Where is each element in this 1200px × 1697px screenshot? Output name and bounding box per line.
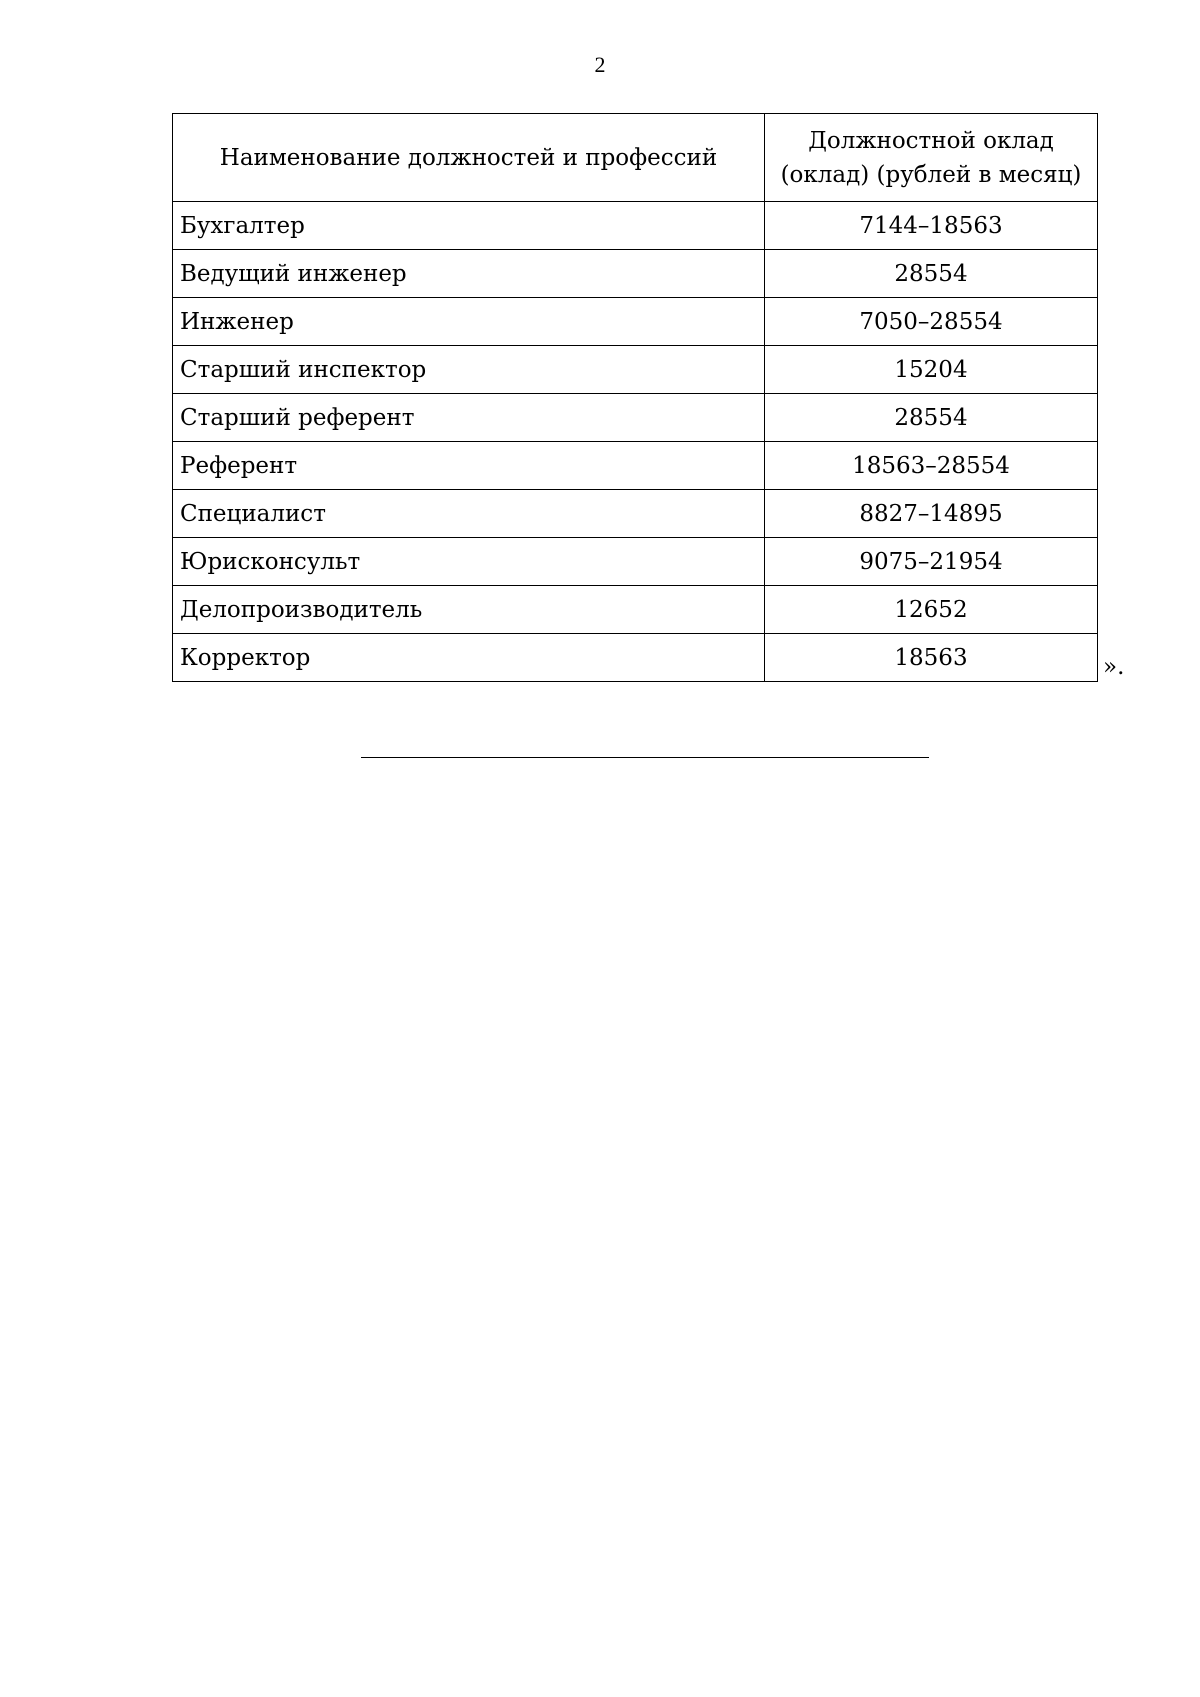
table-header-row bbox=[173, 114, 1098, 202]
salary-cell: 28554 bbox=[765, 394, 1098, 442]
salary-cell: 7144–18563 bbox=[765, 202, 1098, 250]
position-name-cell: Специалист bbox=[173, 490, 765, 538]
header-salary: Должностной оклад (оклад) (рублей в месяц) bbox=[765, 114, 1098, 202]
table-row bbox=[173, 298, 1098, 346]
salary-cell: 8827–14895 bbox=[765, 490, 1098, 538]
closing-quote: ». bbox=[1103, 654, 1125, 680]
table-row bbox=[173, 586, 1098, 634]
salary-cell: 15204 bbox=[765, 346, 1098, 394]
salary-table bbox=[172, 113, 1098, 682]
table-row bbox=[173, 202, 1098, 250]
position-name-cell: Юрисконсульт bbox=[173, 538, 765, 586]
salary-cell: 9075–21954 bbox=[765, 538, 1098, 586]
position-name-cell: Старший инспектор bbox=[173, 346, 765, 394]
page-number: 2 bbox=[594, 52, 606, 77]
salary-cell: 18563 bbox=[765, 634, 1098, 682]
table-row bbox=[173, 634, 1098, 682]
salary-cell: 28554 bbox=[765, 250, 1098, 298]
table-row bbox=[173, 394, 1098, 442]
position-name-cell: Инженер bbox=[173, 298, 765, 346]
salary-cell: 7050–28554 bbox=[765, 298, 1098, 346]
position-name-cell: Корректор bbox=[173, 634, 765, 682]
table-row bbox=[173, 442, 1098, 490]
table-row bbox=[173, 346, 1098, 394]
position-name-cell: Делопроизводитель bbox=[173, 586, 765, 634]
salary-cell: 12652 bbox=[765, 586, 1098, 634]
header-position-name: Наименование должностей и профессий bbox=[173, 114, 765, 202]
table-row bbox=[173, 490, 1098, 538]
position-name-cell: Бухгалтер bbox=[173, 202, 765, 250]
position-name-cell: Референт bbox=[173, 442, 765, 490]
table-row bbox=[173, 538, 1098, 586]
end-of-document-rule bbox=[361, 757, 929, 758]
position-name-cell: Старший референт bbox=[173, 394, 765, 442]
position-name-cell: Ведущий инженер bbox=[173, 250, 765, 298]
salary-cell: 18563–28554 bbox=[765, 442, 1098, 490]
table-row bbox=[173, 250, 1098, 298]
